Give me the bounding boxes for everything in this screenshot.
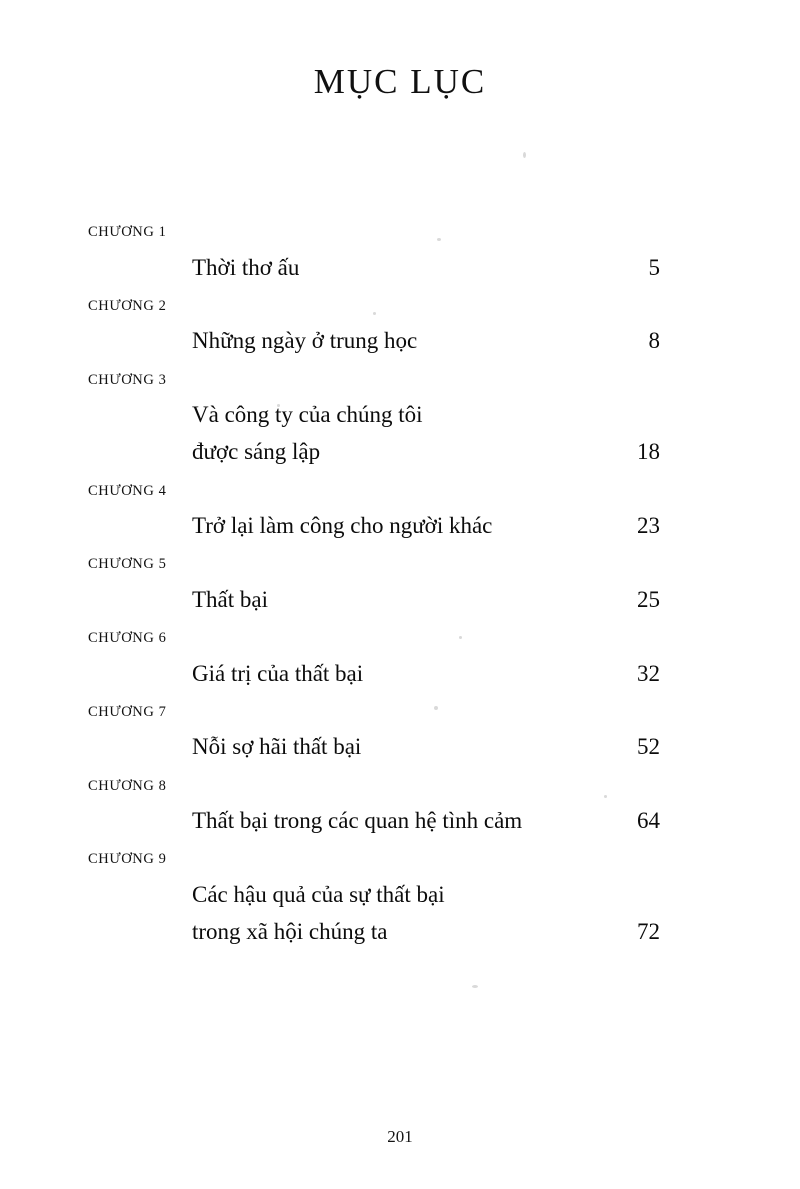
entry-title <box>192 581 626 618</box>
toc-entry-row <box>192 387 660 471</box>
entry-page-number: 64 <box>637 808 660 833</box>
chapter-label: CHƯƠNG 8 <box>88 777 167 794</box>
toc-entry[interactable] <box>0 839 800 950</box>
entry-title-line: Thời thơ ấu <box>192 254 300 280</box>
entry-page-number: 8 <box>648 328 660 354</box>
chapter-label: CHƯƠNG 5 <box>88 556 167 573</box>
entry-title-line: Và công ty của chúng tôi <box>192 402 423 427</box>
toc-entry[interactable] <box>0 286 800 360</box>
entry-title-line: được sáng lập <box>192 439 321 465</box>
entry-title-line: Thất bại trong các quan hệ tình cảm <box>192 808 523 833</box>
toc-entry-list <box>0 212 800 950</box>
chapter-label: CHƯƠNG 2 <box>88 297 167 314</box>
entry-page-number: 25 <box>637 586 660 612</box>
toc-entry-row <box>192 498 660 544</box>
toc-entry[interactable] <box>0 360 800 471</box>
entry-page-number: 23 <box>637 513 660 538</box>
chapter-label: CHƯƠNG 9 <box>88 851 167 868</box>
entry-title <box>192 655 626 692</box>
entry-title <box>192 802 626 839</box>
entry-title <box>192 396 626 471</box>
toc-entry-row <box>192 313 660 359</box>
entry-page-number: 32 <box>637 660 660 686</box>
entry-title <box>192 728 626 765</box>
entry-page-number: 52 <box>637 734 660 760</box>
chapter-label: CHƯƠNG 3 <box>88 371 167 388</box>
toc-entry[interactable] <box>0 618 800 692</box>
scan-speck <box>472 985 478 988</box>
chapter-label: CHƯƠNG 7 <box>88 703 167 720</box>
entry-title <box>192 876 626 951</box>
entry-title <box>192 249 626 286</box>
entry-title-line: trong xã hội chúng ta <box>192 919 388 944</box>
toc-entry[interactable] <box>0 212 800 286</box>
toc-entry[interactable] <box>0 692 800 766</box>
entry-page-number: 18 <box>637 439 660 465</box>
entry-page-number: 5 <box>648 254 660 280</box>
toc-entry-row <box>192 572 660 618</box>
entry-title-line: Những ngày ở trung học <box>192 328 418 354</box>
entry-title <box>192 322 626 359</box>
chapter-label: CHƯƠNG 6 <box>88 630 167 646</box>
toc-entry-row <box>192 240 660 286</box>
toc-entry-row <box>192 867 660 951</box>
page-folio: 201 <box>387 1127 413 1146</box>
entry-title <box>192 507 626 544</box>
toc-entry-row <box>192 793 660 839</box>
toc-entry[interactable] <box>0 766 800 840</box>
entry-title-line: Giá trị của thất bại <box>192 660 364 686</box>
toc-entry[interactable] <box>0 544 800 618</box>
chapter-label: CHƯƠNG 4 <box>88 482 167 499</box>
entry-page-number: 72 <box>637 919 660 944</box>
toc-entry-row <box>192 719 660 765</box>
page-title: MỤC LỤC <box>313 62 487 101</box>
toc-entry[interactable] <box>0 471 800 545</box>
entry-title-line: Trở lại làm công cho người khác <box>192 513 493 538</box>
toc-entry-row <box>192 646 660 692</box>
entry-title-line: Các hậu quả của sự thất bại <box>192 881 445 907</box>
scan-speck <box>523 152 526 158</box>
chapter-label: CHƯƠNG 1 <box>88 224 167 240</box>
entry-title-line: Thất bại <box>192 586 268 612</box>
entry-title-line: Nỗi sợ hãi thất bại <box>192 734 362 760</box>
